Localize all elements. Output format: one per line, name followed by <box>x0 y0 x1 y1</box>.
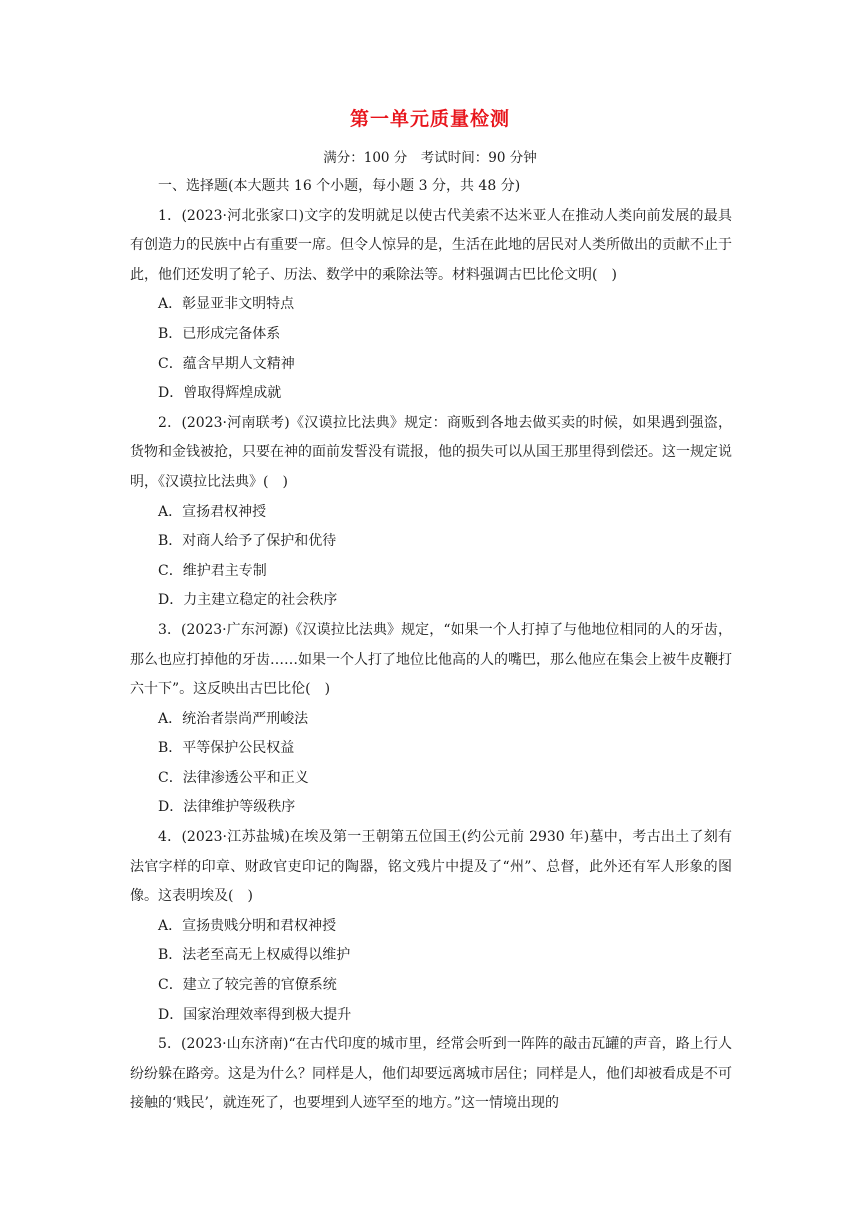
question-stem: 5．(2023·山东济南)“在古代印度的城市里，经常会听到一阵阵的敲击瓦罐的声音，路上行人纷纷躲在路旁。这是为什么？同样是人，他们却要远离城市居住；同样是人，他们却被看成是不可接触的‘贱民’，就连死了，也要埋到人迹罕至的地方。”这一情境出现的 <box>130 1036 732 1112</box>
option-d: D．曾取得辉煌成就 <box>158 385 282 402</box>
exam-meta: 满分：100 分 考试时间：90 分钟 <box>323 150 537 166</box>
option-a: A．彰显亚非文明特点 <box>158 296 295 313</box>
question-stem: 2．(2023·河南联考)《汉谟拉比法典》规定：商贩到各地去做买卖的时候，如果遇到强盗，货物和金钱被抢，只要在神的面前发誓没有谎报，他的损失可以从国王那里得到偿还。这一规定说明，《汉谟拉比法典》( ) <box>130 414 732 490</box>
section-heading: 一、选择题(本大题共 16 个小题，每小题 3 分，共 48 分) <box>158 178 521 194</box>
question-3 <box>130 616 732 823</box>
option-a: A．宣扬君权神授 <box>158 503 267 520</box>
question-1 <box>130 202 732 409</box>
document-body <box>130 172 732 1119</box>
option-a: A．宣扬贵贱分明和君权神授 <box>158 917 337 934</box>
option-d: D．法律维护等级秩序 <box>158 799 296 816</box>
question-stem: 3．(2023·广东河源)《汉谟拉比法典》规定，“如果一个人打掉了与他地位相同的人的牙齿，那么也应打掉他的牙齿……如果一个人打了地位比他高的人的嘴巴，那么他应在集会上被牛皮鞭打六十下”。这反映出古巴比伦( ) <box>130 621 732 698</box>
option-b: B．对商人给予了保护和优待 <box>158 533 337 550</box>
option-b: B．法老至高无上权威得以维护 <box>158 947 351 964</box>
question-5 <box>130 1030 732 1119</box>
option-c: C．法律渗透公平和正义 <box>158 769 309 786</box>
question-4 <box>130 823 732 1030</box>
question-stem: 4．(2023·江苏盐城)在埃及第一王朝第五位国王(约公元前 2930 年)墓中，考古出土了刻有法官字样的印章、财政官吏印记的陶器，铭文残片中提及了“州”、总督，此外还有军人形象的图像。这表明埃及( ) <box>130 829 732 905</box>
question-2 <box>130 409 732 616</box>
option-b: B．已形成完备体系 <box>158 325 281 342</box>
option-d: D．国家治理效率得到极大提升 <box>158 1006 352 1023</box>
option-c: C．蕴含早期人文精神 <box>158 355 295 372</box>
option-d: D．力主建立稳定的社会秩序 <box>158 592 338 609</box>
question-stem: 1．(2023·河北张家口)文字的发明就足以使古代美索不达米亚人在推动人类向前发展的最具有创造力的民族中占有重要一席。但令人惊异的是，生活在此地的居民对人类所做出的贡献不止于此，他们还发明了轮子、历法、数学中的乘除法等。材料强调古巴比伦文明( ) <box>130 207 732 283</box>
page-title: 第一单元质量检测 <box>349 108 510 130</box>
option-c: C．建立了较完善的官僚系统 <box>158 977 337 994</box>
option-b: B．平等保护公民权益 <box>158 740 295 757</box>
option-a: A．统治者崇尚严刑峻法 <box>158 710 309 727</box>
option-c: C．维护君主专制 <box>158 562 267 579</box>
